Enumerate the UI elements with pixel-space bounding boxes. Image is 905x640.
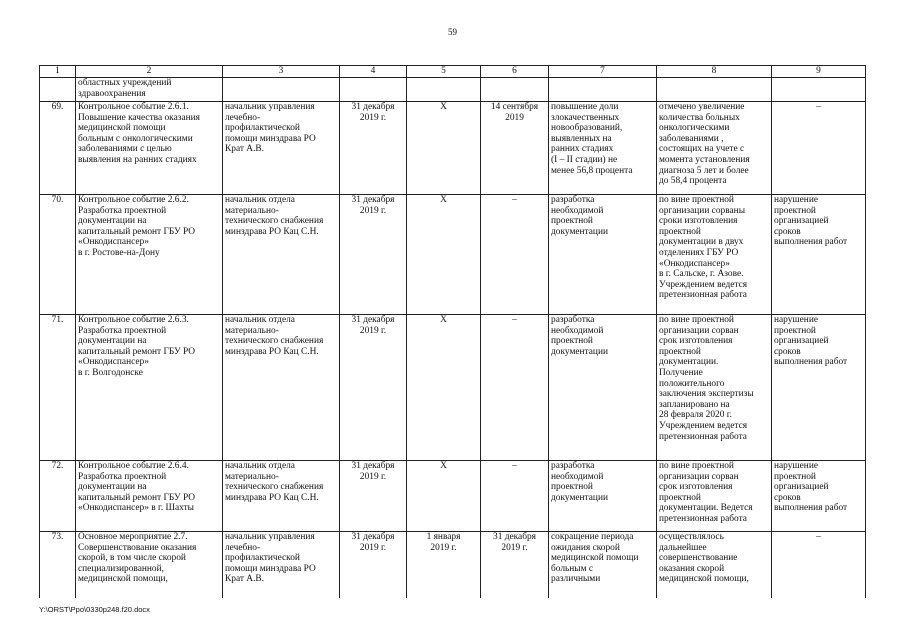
plan-date-cell: 31 декабря 2019 г. [340, 102, 407, 195]
planned-result-cell: сокращение периода ожидания скорой медицинской помощи больным с различными [549, 532, 657, 599]
responsible-cell: начальник отдела материально- технического снабжения минздрава РО Кац С.Н. [223, 461, 340, 532]
table-row-71 [40, 315, 866, 461]
planned-result-cell: повышение доли злокачественных новообразований, выявленных на ранних стадиях (I – II стадии) не менее 56,8 процента [549, 102, 657, 195]
event-name-cell: Контрольное событие 2.6.2. Разработка проектной документации на капитальный ремонт ГБУ РО «Онкодиспансер» в г. Ростове-на-Дону [76, 195, 223, 315]
problems-cell [772, 78, 866, 102]
responsible-cell: начальник управления лечебно- профилактической помощи минздрава РО Крат А.В. [223, 532, 340, 599]
responsible-cell [223, 78, 340, 102]
actual-result-cell: по вине проектной организации сорваны сроки изготовления проектной документации в двух отделениях ГБУ РО «Онкодиспансер» в г. Сальске, г. Азове. Учреждением ведется претензионная работа [657, 195, 772, 315]
responsible-cell: начальник управления лечебно- профилактической помощи минздрава РО Крат А.В. [223, 102, 340, 195]
actual-start-cell: X [407, 195, 481, 315]
column-header: 3 [223, 66, 340, 78]
event-name-cell: Контрольное событие 2.6.1. Повышение качества оказания медицинской помощи больным с онкологическими заболеваниями с целью выявления на ранних стадиях [76, 102, 223, 195]
table-row-continuation [40, 78, 866, 102]
actual-start-cell: X [407, 315, 481, 461]
page-number: 59 [448, 27, 457, 37]
event-name-cell: областных учреждений здравоохранения [76, 78, 223, 102]
actual-end-cell: – [481, 195, 549, 315]
planned-result-cell: разработка необходимой проектной документации [549, 315, 657, 461]
event-name-cell: Основное мероприятие 2.7. Совершенствование оказания скорой, в том числе скорой специализированной, медицинской помощи, [76, 532, 223, 599]
responsible-cell: начальник отдела материально- технического снабжения минздрава РО Кац С.Н. [223, 315, 340, 461]
actual-result-cell: осуществлялось дальнейшее совершенствование оказания скорой медицинской помощи, [657, 532, 772, 599]
table-row-72 [40, 461, 866, 532]
row-number-cell: 69. [40, 102, 76, 195]
problems-cell: нарушение проектной организацией сроков выполнения работ [772, 461, 866, 532]
column-header: 4 [340, 66, 407, 78]
plan-date-cell: 31 декабря 2019 г. [340, 315, 407, 461]
table-row-70 [40, 195, 866, 315]
actual-end-cell: – [481, 461, 549, 532]
table-row-73 [40, 532, 866, 599]
actual-start-cell: X [407, 461, 481, 532]
actual-start-cell: 1 января 2019 г. [407, 532, 481, 599]
file-path-footer: Y:\ORST\Ppo\0330p248.f20.docx [39, 605, 150, 614]
column-header: 7 [549, 66, 657, 78]
column-header: 9 [772, 66, 866, 78]
actual-end-cell: 31 декабря 2019 г. [481, 532, 549, 599]
problems-cell: нарушение проектной организацией сроков выполнения работ [772, 315, 866, 461]
problems-cell: – [772, 102, 866, 195]
planned-result-cell: разработка необходимой проектной документации [549, 461, 657, 532]
plan-date-cell [340, 78, 407, 102]
problems-cell: нарушение проектной организацией сроков выполнения работ [772, 195, 866, 315]
event-name-cell: Контрольное событие 2.6.3. Разработка проектной документации на капитальный ремонт ГБУ РО «Онкодиспансер» в г. Волгодонске [76, 315, 223, 461]
row-number-cell: 70. [40, 195, 76, 315]
row-number-cell [40, 78, 76, 102]
actual-result-cell: отмечено увеличение количества больных онкологическими заболеваниями , состоящих на учете с момента установления диагноза 5 лет и более до 58,4 процента [657, 102, 772, 195]
column-header: 1 [40, 66, 76, 78]
column-number-row [40, 66, 866, 78]
plan-date-cell: 31 декабря 2019 г. [340, 532, 407, 599]
actual-end-cell: – [481, 315, 549, 461]
responsible-cell: начальник отдела материально- технического снабжения минздрава РО Кац С.Н. [223, 195, 340, 315]
row-number-cell: 73. [40, 532, 76, 599]
actual-start-cell [407, 78, 481, 102]
table-row-69 [40, 102, 866, 195]
actual-result-cell: по вине проектной организации сорван срок изготовления проектной документации. Ведется претензионная работа [657, 461, 772, 532]
column-header: 8 [657, 66, 772, 78]
event-name-cell: Контрольное событие 2.6.4. Разработка проектной документации на капитальный ремонт ГБУ РО «Онкодиспансер» в г. Шахты [76, 461, 223, 532]
column-header: 6 [481, 66, 549, 78]
plan-date-cell: 31 декабря 2019 г. [340, 461, 407, 532]
row-number-cell: 72. [40, 461, 76, 532]
actual-end-cell [481, 78, 549, 102]
actual-start-cell: X [407, 102, 481, 195]
report-table [39, 65, 866, 598]
actual-result-cell: по вине проектной организации сорван срок изготовления проектной документации. Получение положительного заключения экспертизы запланировано на 28 февраля 2020 г. Учреждением ведется претензионная работа [657, 315, 772, 461]
actual-result-cell [657, 78, 772, 102]
row-number-cell: 71. [40, 315, 76, 461]
plan-date-cell: 31 декабря 2019 г. [340, 195, 407, 315]
column-header: 2 [76, 66, 223, 78]
planned-result-cell [549, 78, 657, 102]
problems-cell: – [772, 532, 866, 599]
column-header: 5 [407, 66, 481, 78]
actual-end-cell: 14 сентября 2019 [481, 102, 549, 195]
planned-result-cell: разработка необходимой проектной документации [549, 195, 657, 315]
